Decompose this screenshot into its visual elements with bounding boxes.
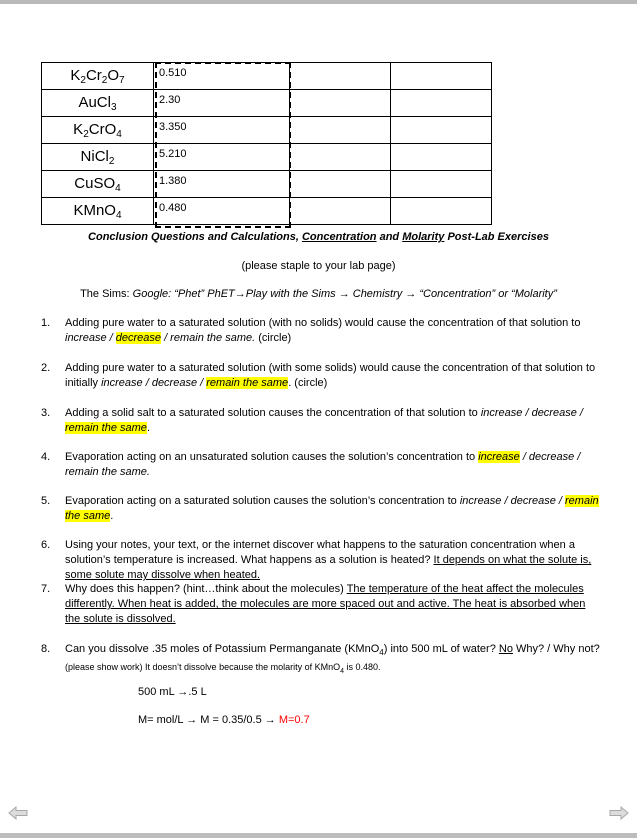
question-2: 2. Adding pure water to a saturated solution (with some solids) would cause the concentration of that solution to initially increase / decrease / remain the same. (circle) — [41, 362, 596, 389]
table-row — [42, 90, 492, 117]
formula-cell: NiCl$_2$ — [42, 144, 154, 171]
page-heading: Conclusion Questions and Calculations, Concentration and Molarity Post-Lab Exercises — [88, 231, 549, 243]
empty-cell — [391, 117, 492, 144]
question-3: 3. Adding a solid salt to a saturated solution causes the concentration of that solution to increase / decrease / remain the same. — [41, 407, 583, 434]
question-5: 5. Evaporation acting on a saturated solution causes the solution’s concentration to increase / decrease / remain the same. — [41, 495, 599, 522]
value-cell: 1.380 — [154, 171, 290, 198]
question-7: 7. Why does this happen? (hint…think about the molecules) The temperature of the heat affect the molecules differently. When heat is added, the molecules are more spaced out and active. The heat is absorbed when the solute is dissolved. — [41, 583, 586, 625]
answer-highlight: increase — [478, 451, 520, 463]
empty-cell — [290, 198, 391, 225]
formula-cell: $K_2CrO_4$ — [42, 117, 154, 144]
empty-cell — [290, 117, 391, 144]
previous-page-arrow-icon[interactable] — [8, 806, 28, 820]
answer-text: It depends on what the solute is, some solute may dissolve when heated. — [65, 554, 592, 581]
answer-text: The temperature of the heat affect the molecules differently. When heat is added, the molecules are more spaced out and active. The heat is absorbed when the solute is dissolved. — [65, 583, 586, 625]
question-1: 1. Adding pure water to a saturated solution (with no solids) would cause the concentration of that solution to increase / decrease / remain the same. (circle) — [41, 317, 581, 344]
answer-highlight: remain the same — [65, 495, 599, 522]
top-border — [0, 0, 637, 4]
empty-cell — [391, 90, 492, 117]
value-cell: 2.30 — [154, 90, 290, 117]
calc-result: M=0.7 — [278, 714, 310, 726]
solution-data-table — [41, 62, 492, 225]
table-row — [42, 198, 492, 225]
answer-highlight: remain the same — [206, 377, 289, 389]
empty-cell — [290, 144, 391, 171]
answer-highlight: remain the same — [65, 422, 147, 434]
value-cell: 3.350 — [154, 117, 290, 144]
empty-cell — [290, 63, 391, 90]
empty-cell — [391, 198, 492, 225]
empty-cell — [391, 144, 492, 171]
question-4: 4. Evaporation acting on an unsaturated solution causes the solution’s concentration to increase / decrease / remain the same. — [41, 451, 581, 478]
empty-cell — [290, 90, 391, 117]
sims-instructions: The Sims: Google: “Phet” PhET→Play with the Sims → Chemistry → “Concentration” or “Molarity” — [80, 288, 557, 300]
formula-cell: CuSO$_4$ — [42, 171, 154, 198]
empty-cell — [290, 171, 391, 198]
formula-cell: KMnO$_4$ — [42, 198, 154, 225]
formula-cell: $K_2Cr_2O_7$ — [42, 63, 154, 90]
calc-line-1: 500 mL →.5 L — [138, 686, 207, 698]
empty-cell — [391, 63, 492, 90]
value-cell: 0.510 — [154, 63, 290, 90]
staple-note: (please staple to your lab page) — [241, 260, 396, 272]
value-cell: 0.480 — [154, 198, 290, 225]
table-row — [42, 144, 492, 171]
question-6: 6. Using your notes, your text, or the internet discover what happens to the saturation concentration when a solution’s temperature is increased. What happens as a solution is heated? It depends on what the solute is, some solute may dissolve when heated. — [41, 539, 592, 581]
table-row — [42, 171, 492, 198]
calc-line-2: M= mol/L → M = 0.35/0.5 → M=0.7 — [138, 714, 310, 726]
table-row — [42, 117, 492, 144]
answer-no: No — [498, 643, 513, 655]
answer-highlight: decrease — [115, 332, 162, 344]
value-cell: 5.210 — [154, 144, 290, 171]
table-row — [42, 63, 492, 90]
empty-cell — [391, 171, 492, 198]
formula-cell: AuCl$_3$ — [42, 90, 154, 117]
bottom-border — [0, 833, 637, 838]
question-8: 8. Can you dissolve .35 moles of Potassium Permanganate (KMnO$_4$) into 500 mL of water? No Why? / Why not? (please show work) It doesn’t dissolve because the molarity of KMnO$_4$ is 0.480. — [41, 643, 600, 675]
next-page-arrow-icon[interactable] — [609, 806, 629, 820]
